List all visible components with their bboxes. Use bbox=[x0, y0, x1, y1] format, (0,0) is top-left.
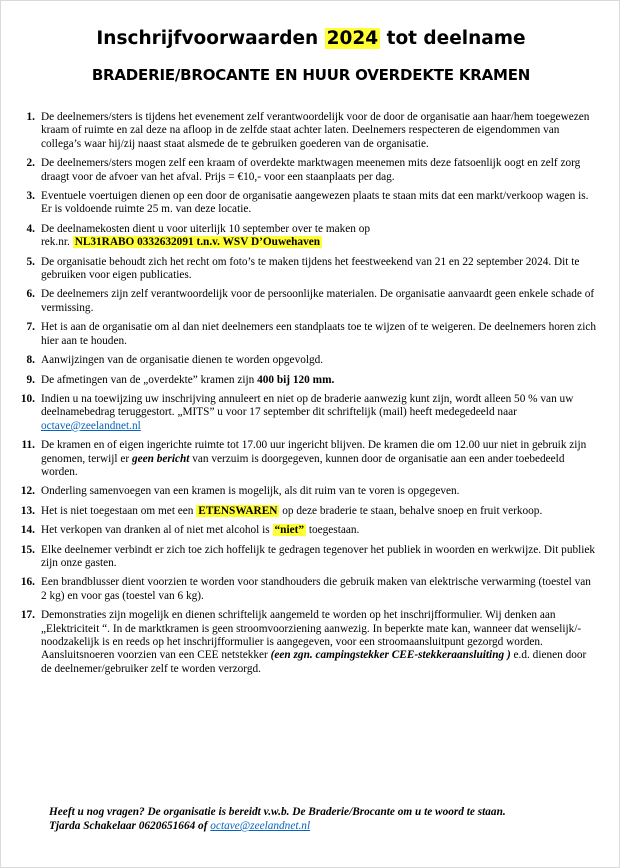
rule-text: toegestaan. bbox=[306, 524, 360, 537]
rule-number: 11. bbox=[21, 439, 35, 452]
bank-account-highlight: NL31RABO 0332632091 t.n.v. WSV D’Ouwehaven bbox=[74, 236, 321, 249]
footer-contact bbox=[49, 819, 609, 833]
rules-list bbox=[13, 111, 597, 682]
footer-question: Heeft u nog vragen? De organisatie is bereidt v.w.b. De Braderie/Brocante om u te woord te staan. bbox=[49, 806, 506, 818]
rule-number: 13. bbox=[20, 504, 35, 517]
rule-number: 4. bbox=[26, 222, 35, 235]
rule-number: 6. bbox=[26, 288, 35, 301]
rule-number: 14. bbox=[20, 524, 35, 537]
rule-text: Eventuele voertuigen dienen op een door de organisatie aangewezen plaats te staan mits dat een markt/verkoop wagen is. Er is voldoende ruimte 25 m. van deze locatie. bbox=[41, 190, 589, 216]
rule-text: De afmetingen van de „overdekte” kramen zijn bbox=[41, 373, 258, 386]
rule-text: Indien u na toewijzing uw inschrijving annuleert en niet op de braderie aanwezig kunt zijn, wordt alleen 50 % van uw deelnamebedrag teruggestort. „MITS” u voor 17 september dit schriftelijk (mail) heeft medegedeeld naar bbox=[41, 392, 574, 419]
title-pre: Inschrijfvoorwaarden bbox=[96, 28, 325, 49]
page-title bbox=[1, 28, 620, 49]
rule-number: 7. bbox=[26, 321, 35, 334]
rule-item bbox=[13, 223, 597, 250]
rule-number: 10. bbox=[20, 392, 35, 405]
contact-footer bbox=[49, 805, 609, 833]
rule-text: Het is niet toegestaan om met een bbox=[41, 504, 197, 517]
rule-number: 5. bbox=[26, 255, 35, 268]
rule-item bbox=[13, 157, 597, 184]
rule-text: Demonstraties zijn mogelijk en dienen schriftelijk aangemeld te worden op het inschrijfformulier. Wij denken aan „Elektriciteit “. In de marktkramen is geen stroomvoorziening aanwezig. In beperkte mate kan, wanneer dat wenselijk/-noodzakelijk is en reeds op het inschrijfformulier is aangegeven, voor een stroomaansluitpunt gezorgd worden. Aansluitsnoeren voorzien van een CEE netstekker bbox=[41, 609, 582, 662]
rule-text: Onderling samenvoegen van een kramen is mogelijk, als dit ruim van te voren is opgegeven. bbox=[41, 485, 460, 498]
rule-number: 1. bbox=[26, 111, 35, 123]
rule-item bbox=[13, 439, 597, 479]
rule-item bbox=[13, 485, 597, 498]
rule-text: De deelnamekosten dient u voor uiterlijk 10 september over te maken op bbox=[41, 222, 371, 235]
contact-name-phone: Tjarda Schakelaar 0620651664 of bbox=[49, 820, 211, 832]
emphasis-text: geen bericht bbox=[131, 452, 190, 465]
email-link[interactable]: octave@zeelandnet.nl bbox=[41, 419, 141, 432]
emphasis-text: (een zgn. campingstekker CEE-stekkeraansluiting ) bbox=[270, 649, 511, 662]
rule-number: 17. bbox=[20, 609, 35, 622]
email-link[interactable]: octave@zeelandnet.nl bbox=[210, 820, 311, 832]
rule-text: Het is aan de organisatie om al dan niet deelnemers een standplaats toe te wijzen of te weigeren. De deelnemers horen zich hier aan te houden. bbox=[41, 321, 596, 347]
rule-number: 3. bbox=[26, 190, 35, 203]
rule-number: 16. bbox=[20, 576, 35, 589]
rule-text: e.d. dienen door de deelnemer/gebruiker zelf te worden verzorgd. bbox=[41, 649, 587, 675]
rule-item bbox=[13, 393, 597, 433]
rule-text: Het verkopen van dranken al of niet met alcohol is bbox=[41, 524, 273, 537]
rule-number: 8. bbox=[26, 354, 35, 367]
rule-item bbox=[13, 256, 597, 283]
rule-text: Aanwijzingen van de organisatie dienen te worden opgevolgd. bbox=[41, 354, 324, 367]
account-label: rek.nr. bbox=[41, 236, 73, 249]
rule-item bbox=[13, 524, 597, 537]
food-highlight: ETENSWAREN bbox=[198, 504, 278, 517]
rule-item bbox=[13, 505, 597, 518]
rule-item bbox=[13, 609, 597, 676]
rule-item bbox=[13, 288, 597, 315]
rule-text: op deze braderie te staan, behalve snoep en fruit verkoop. bbox=[279, 504, 543, 517]
title-year-highlight: 2024 bbox=[326, 28, 379, 49]
page-subtitle: BRADERIE/BROCANTE EN HUUR OVERDEKTE KRAMEN bbox=[91, 66, 531, 84]
rule-item bbox=[13, 190, 597, 217]
rule-text: De deelnemers zijn zelf verantwoordelijk voor de persoonlijke materialen. De organisatie aanvaardt geen enkele schade of vermissing. bbox=[41, 288, 595, 314]
rule-number: 15. bbox=[20, 543, 35, 556]
rule-text: van verzuim is doorgegeven, kunnen door de organisatie aan een ander toebedeeld worden. bbox=[41, 452, 565, 478]
rule-item bbox=[13, 354, 597, 367]
rule-item bbox=[13, 111, 597, 151]
rule-item bbox=[13, 374, 597, 387]
stall-dimensions: 400 bij 120 mm. bbox=[257, 373, 335, 386]
rule-text: Elke deelnemer verbindt er zich toe zich hoffelijk te gedragen tegenover het publiek in woorden en werkwijze. Dit publiek zijn onze gasten. bbox=[41, 543, 596, 569]
not-highlight: “niet” bbox=[274, 524, 305, 537]
rule-item bbox=[13, 321, 597, 348]
rule-text: De deelnemers/sters is tijdens het evenement zelf verantwoordelijk voor de door de organisatie aan haar/hem toegewezen kraam of ruimte en zal deze na afloop in de zelfde staat achter laten. Deelnemers respecteren de eigendommen van collega’s waar hij/zij naast staat alsmede de te gebruiken goederen van de organisatie. bbox=[41, 111, 590, 150]
rule-text: De kramen en of eigen ingerichte ruimte tot 17.00 uur ingericht blijven. De kramen die om 12.00 uur niet in gebruik zijn genomen, terwijl er bbox=[41, 439, 587, 465]
rule-text: Een brandblusser dient voorzien te worden voor standhouders die gebruik maken van elektrische verwarming (toestel van 2 kg) en voor gas (toestel van 6 kg). bbox=[41, 576, 591, 602]
rule-number: 2. bbox=[26, 157, 35, 170]
rule-text: De deelnemers/sters mogen zelf een kraam of overdekte marktwagen meenemen mits deze fatsoenlijk oogt en zelf zorg draagt voor de afvoer van het afval. Prijs = €10,- voor een staanplaats per dag. bbox=[41, 157, 581, 183]
title-post: tot deelname bbox=[380, 28, 526, 49]
rule-text: De organisatie behoudt zich het recht om foto’s te maken tijdens het feestweekend van 21 en 22 september 2024. Dit te gebruiken voor eigen publicaties. bbox=[41, 255, 580, 282]
rule-item bbox=[13, 576, 597, 603]
rule-item bbox=[13, 544, 597, 571]
rule-number: 12. bbox=[20, 485, 35, 498]
rule-number: 9. bbox=[26, 373, 35, 386]
